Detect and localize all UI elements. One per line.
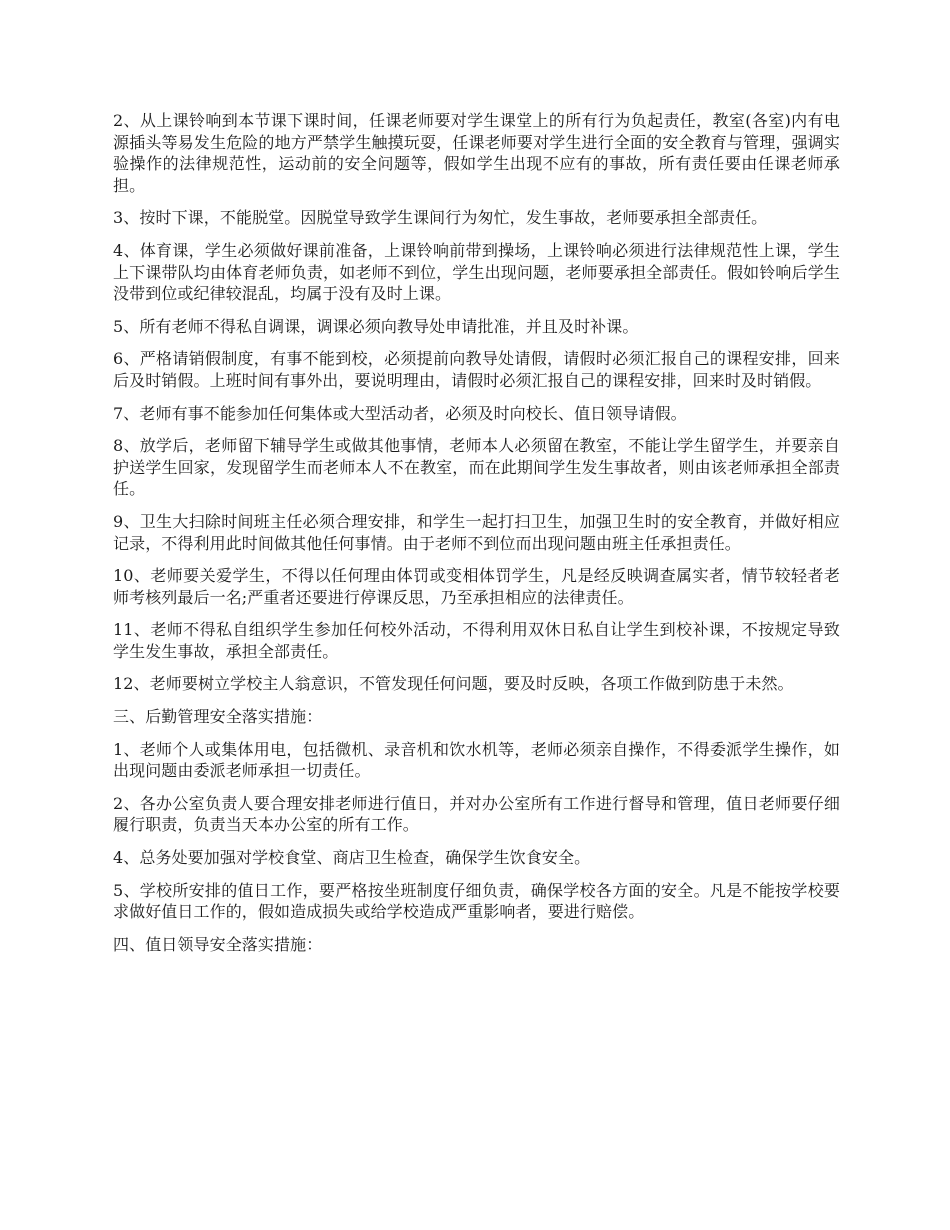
section-heading: 三、后勤管理安全落实措施：: [113, 707, 323, 727]
paragraph: 5、学校所安排的值日工作，要严格按坐班制度仔细负责，确保学校各方面的安全。凡是不能按学校要求做好值日工作的，假如造成损失或给学校造成严重影响者，要进行赔偿。: [113, 880, 840, 922]
section-heading: 四、值日领导安全落实措施：: [113, 934, 323, 954]
paragraph: 7、老师有事不能参加任何集体或大型活动者，必须及时向校长、值日领导请假。: [113, 403, 687, 423]
document-body: [113, 110, 840, 966]
paragraph: 6、严格请销假制度，有事不能到校，必须提前向教导处请假，请假时必须汇报自己的课程安排，回来后及时销假。上班时间有事外出，要说明理由，请假时必须汇报自己的课程安排，回来时及时销假。: [113, 349, 840, 390]
paragraph: 2、各办公室负责人要合理安排老师进行值日，并对办公室所有工作进行督导和管理，值日老师要仔细履行职责，负责当天本办公室的所有工作。: [113, 793, 840, 835]
paragraph: 8、放学后，老师留下辅导学生或做其他事情，老师本人必须留在教室，不能让学生留学生，并要亲自护送学生回家，发现留学生而老师本人不在教室，而在此期间学生发生事故者，则由该老师承担全部责任。: [113, 436, 840, 499]
paragraph: 4、体育课，学生必须做好课前准备，上课铃响前带到操场，上课铃响必须进行法律规范性上课，学生上下课带队均由体育老师负责，如老师不到位，学生出现问题，老师要承担全部责任。假如铃响后学生没带到位或纪律较混乱，均属于没有及时上课。: [113, 240, 840, 304]
paragraph: 9、卫生大扫除时间班主任必须合理安排，和学生一起打扫卫生，加强卫生时的安全教育，并做好相应记录，不得利用此时间做其他任何事情。由于老师不到位而出现问题由班主任承担责任。: [113, 511, 840, 553]
paragraph: 11、老师不得私自组织学生参加任何校外活动，不得利用双休日私自让学生到校补课，不按规定导致学生发生事故，承担全部责任。: [113, 620, 840, 661]
paragraph: 3、按时下课，不能脱堂。因脱堂导致学生课间行为匆忙，发生事故，老师要承担全部责任。: [113, 208, 768, 228]
paragraph: 1、老师个人或集体用电，包括微机、录音机和饮水机等，老师必须亲自操作，不得委派学生操作，如出现问题由委派老师承担一切责任。: [113, 739, 840, 781]
paragraph: 2、从上课铃响到本节课下课时间，任课老师要对学生课堂上的所有行为负起责任，教室(各室)内有电源插头等易发生危险的地方严禁学生触摸玩耍，任课老师要对学生进行全面的安全教育与管理，强调实验操作的法律规范性，运动前的安全问题等，假如学生出现不应有的事故，所有责任要由任课老师承担。: [113, 111, 840, 195]
paragraph: 12、老师要树立学校主人翁意识，不管发现任何问题，要及时反映，各项工作做到防患于未然。: [113, 674, 794, 694]
paragraph: 5、所有老师不得私自调课，调课必须向教导处申请批准，并且及时补课。: [113, 316, 639, 336]
paragraph: 4、总务处要加强对学校食堂、商店卫生检查，确保学生饮食安全。: [113, 848, 591, 868]
paragraph: 10、老师要关爱学生，不得以任何理由体罚或变相体罚学生，凡是经反映调查属实者，情节较轻者老师考核列最后一名;严重者还要进行停课反思，乃至承担相应的法律责任。: [113, 566, 840, 607]
